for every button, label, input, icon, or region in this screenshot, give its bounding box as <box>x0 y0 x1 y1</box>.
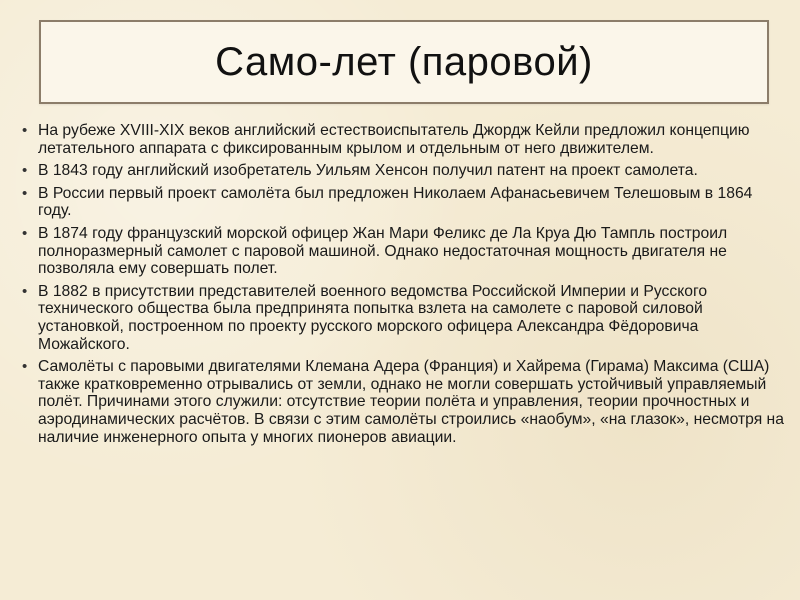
bullet-text: Самолёты с паровыми двигателями Клемана Адера (Франция) и Хайрема (Гирама) Максима (США) также кратковременно отрывались от земли, однако не могли совершать устойчивый управляемый полёт. Причинами этого служили: отсутствие теории полёта и управления, теории прочностных и аэродинамических расчётов. В связи с этим самолёты строились «наобум», «на глазок», несмотря на наличие инженерного опыта у многих пионеров авиации. <box>38 358 784 446</box>
bullet-icon: • <box>22 224 28 242</box>
list-item <box>20 283 790 353</box>
bullet-list <box>20 122 790 451</box>
bullet-icon: • <box>22 282 28 300</box>
title-box <box>39 20 769 104</box>
slide-title: Само-лет (паровой) <box>215 39 593 84</box>
bullet-icon: • <box>22 162 28 180</box>
bullet-icon: • <box>22 358 28 376</box>
bullet-text: В России первый проект самолёта был предложен Николаем Афанасьевичем Телешовым в 1864 году. <box>38 184 753 220</box>
list-item <box>20 185 790 220</box>
list-item <box>20 358 790 446</box>
list-item <box>20 162 790 180</box>
bullet-text: В 1882 в присутствии представителей военного ведомства Российской Империи и Русского технического общества была предпринята попытка взлета на самолете с паровой силовой установкой, построенном по проекту русского морского офицера Александра Фёдоровича Можайского. <box>38 282 708 353</box>
bullet-icon: • <box>22 184 28 202</box>
bullet-icon: • <box>22 122 28 139</box>
bullet-text: В 1843 году английский изобретатель Уильям Хенсон получил патент на проект самолета. <box>38 162 698 180</box>
list-item <box>20 122 790 157</box>
bullet-text: В 1874 году французский морской офицер Жан Мари Феликс де Ла Круа Дю Тампль построил полноразмерный самолет с паровой машиной. Однако недостаточная мощность двигателя не позволяла ему совершать полет. <box>38 224 728 278</box>
list-item <box>20 225 790 278</box>
bullet-text: На рубеже XVIII-XIX веков английский естествоиспытатель Джордж Кейли предложил концепцию летательного аппарата с фиксированным крылом и отдельным от него движителем. <box>38 122 750 157</box>
